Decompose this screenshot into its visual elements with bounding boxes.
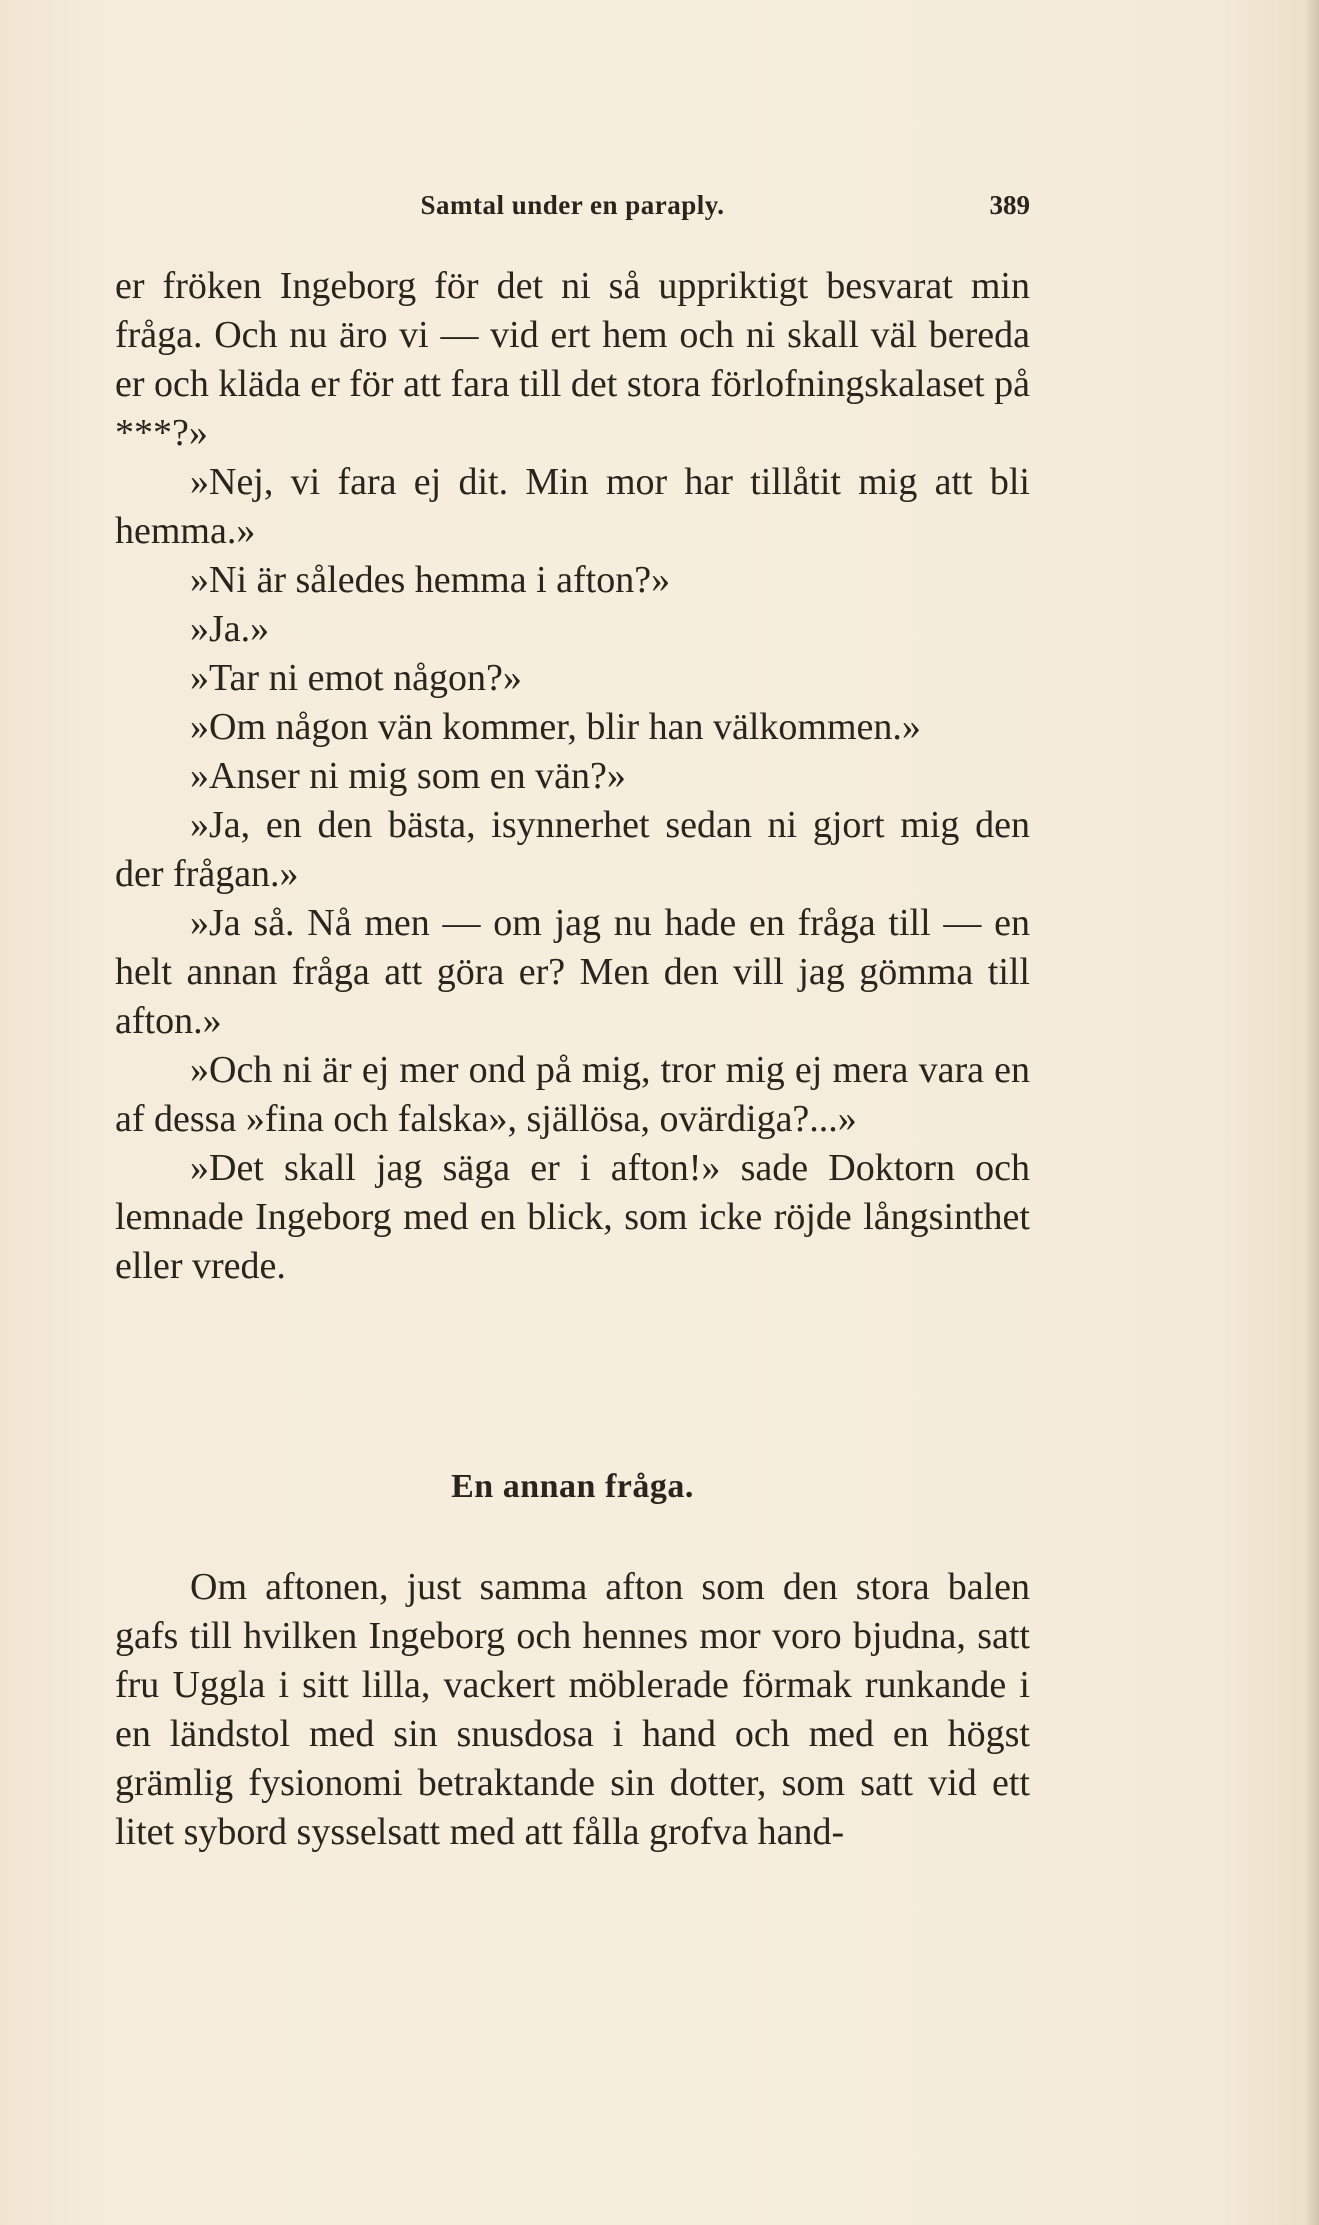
paragraph: »Tar ni emot någon?» bbox=[190, 657, 522, 699]
page-edge-shadow bbox=[1305, 0, 1319, 2225]
paragraph: Om aftonen, just samma afton som den stora balen gafs till hvilken Ingeborg och hennes mor voro bjudna, satt fru Uggla i sitt lilla, vackert möblerade förmak runkande i en ländstol med sin snusdosa i hand och med en högst grämlig fysionomi betraktande sin dotter, som satt vid ett litet sybord sysselsatt med att fålla grofva hand- bbox=[115, 1566, 1030, 1853]
section-heading: En annan fråga. bbox=[451, 1468, 694, 1505]
paragraph: »Ja, en den bästa, isynnerhet sedan ni gjort mig den der frågan.» bbox=[115, 804, 1030, 895]
paragraph: »Ja.» bbox=[190, 608, 270, 650]
running-head: Samtal under en paraply. bbox=[420, 190, 725, 220]
paragraph: »Det skall jag säga er i afton!» sade Doktorn och lemnade Ingeborg med en blick, som icke röjde långsinthet eller vrede. bbox=[115, 1147, 1030, 1287]
paragraph: »Om någon vän kommer, blir han välkommen.» bbox=[190, 706, 921, 748]
section-text bbox=[115, 1563, 1030, 1857]
paragraph: »Anser ni mig som en vän?» bbox=[190, 755, 626, 797]
paragraph: »Ni är således hemma i afton?» bbox=[190, 559, 671, 601]
page-number: 389 bbox=[989, 190, 1030, 220]
paragraph: »Ja så. Nå men — om jag nu hade en fråga till — en helt annan fråga att göra er? Men den vill jag gömma till afton.» bbox=[115, 902, 1030, 1042]
main-text bbox=[115, 262, 1030, 1291]
paragraph: »Och ni är ej mer ond på mig, tror mig ej mera vara en af dessa »fina och falska», själlösa, ovärdiga?...» bbox=[115, 1049, 1030, 1140]
page-header bbox=[115, 190, 1030, 230]
paragraph: »Nej, vi fara ej dit. Min mor har tillåtit mig att bli hemma.» bbox=[115, 461, 1030, 552]
paragraph: er fröken Ingeborg för det ni så uppriktigt besvarat min fråga. Och nu äro vi — vid ert hem och ni skall väl bereda er och kläda er för att fara till det stora förlofningskalaset på ***?» bbox=[115, 265, 1030, 454]
